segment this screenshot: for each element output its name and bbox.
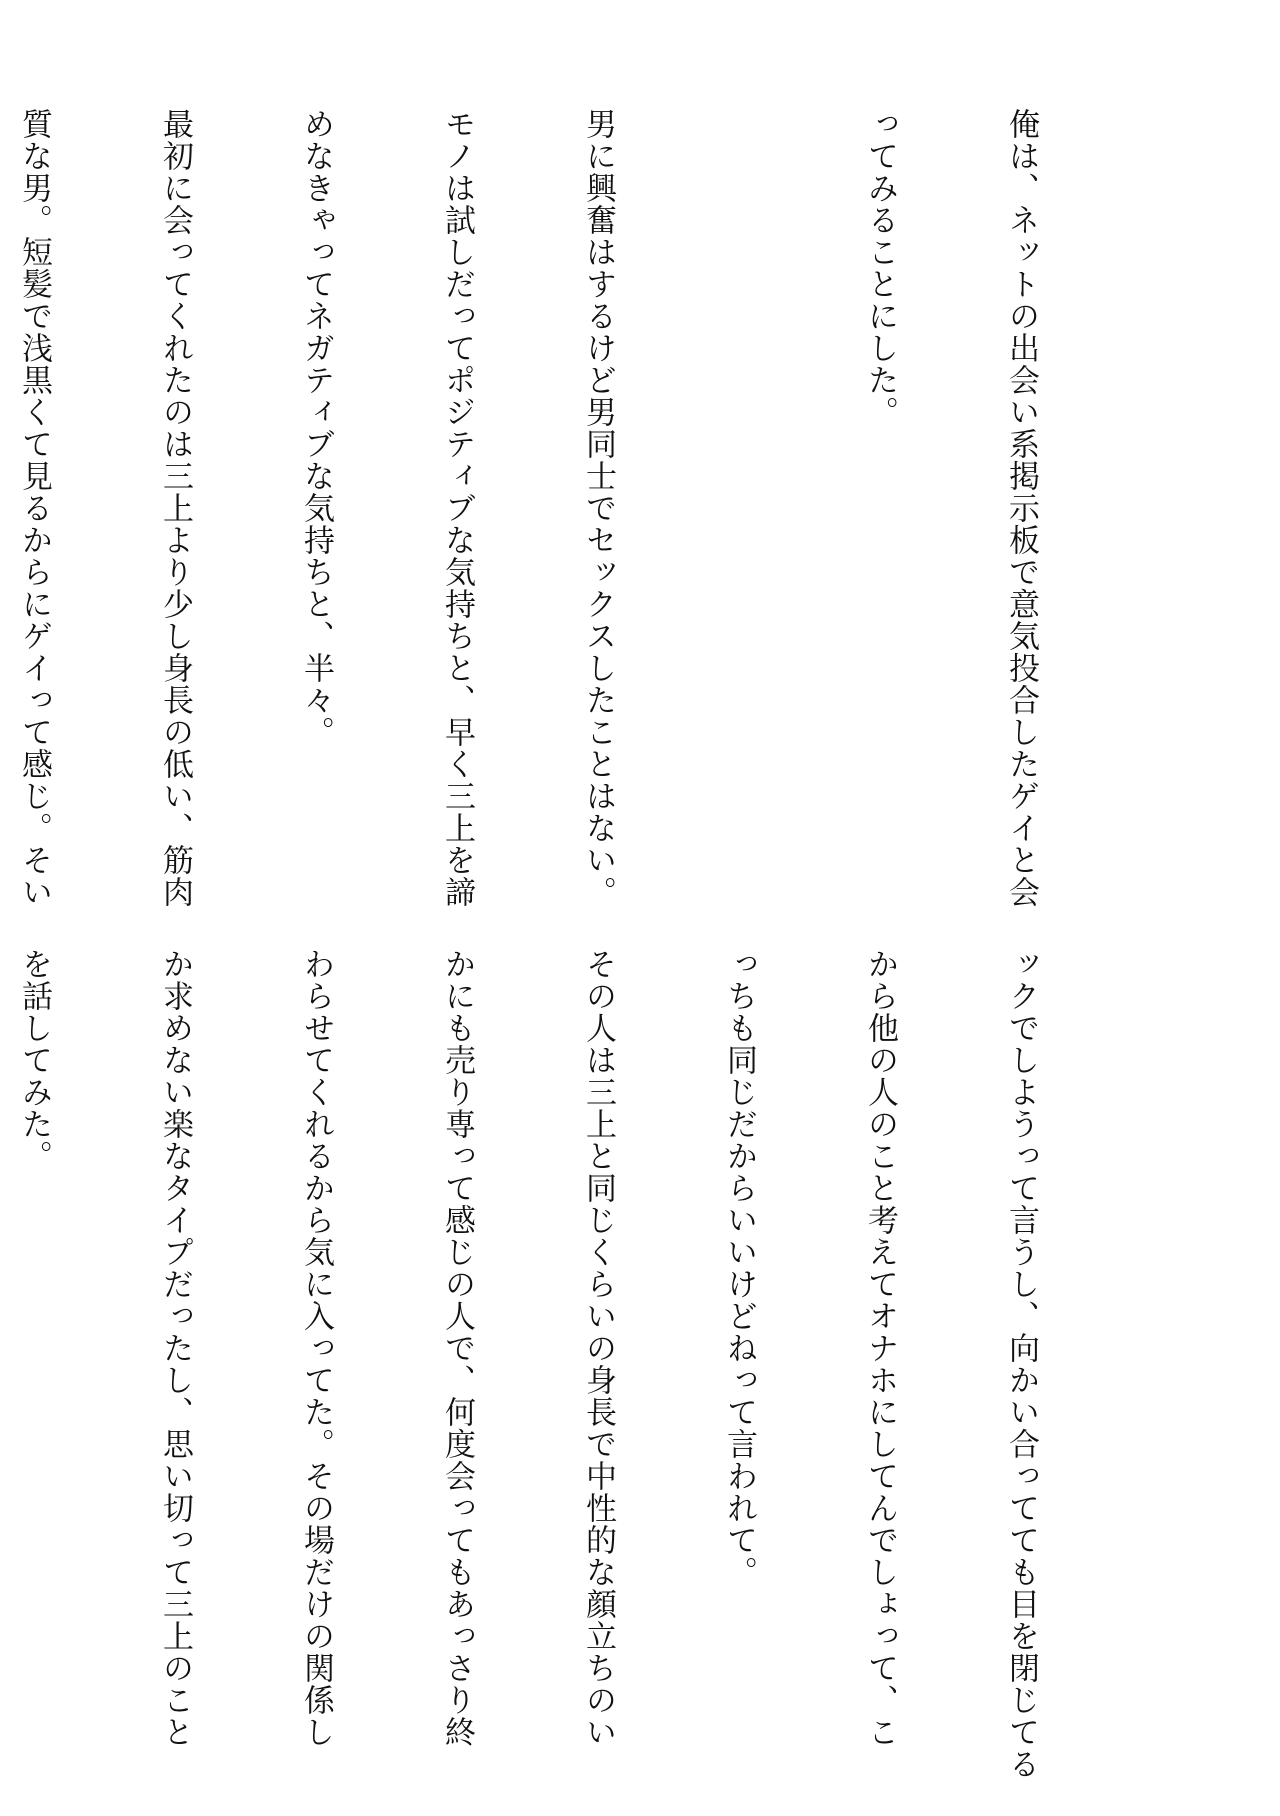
text-line: から他の人のこと考えてオナホにしてんでしょって、こ [862,948,898,1748]
text-line: かにも売り専って感じの人で、何度会ってもあっさり終 [439,948,475,1748]
text-line: を話してみた。 [16,948,52,1172]
text-line: その人は三上と同じくらいの身長で中性的な顔立ちのい [580,948,616,1748]
text-line: 質な男。短髪で浅黒くて見るからにゲイって感じ。そい [16,108,52,908]
text-line: 俺は、ネットの出会い系掲示板で意気投合したゲイと会 [1003,108,1039,908]
text-line: 男に興奮はするけど男同士でセックスしたことはない。 [580,108,616,908]
text-line: モノは試しだってポジティブな気持ちと、早く三上を諦 [439,108,475,908]
text-line: わらせてくれるから気に入ってた。その場だけの関係し [298,948,334,1748]
text-line: ってみることにした。 [862,108,898,428]
text-line: めなきゃってネガティブな気持ちと、半々。 [298,108,334,748]
text-line: ックでしようって言うし、向かい合ってても目を閉じてる [1003,948,1039,1780]
text-line: っちも同じだからいいけどねって言われて。 [721,948,757,1588]
text-line: か求めない楽なタイプだったし、思い切って三上のこと [157,948,193,1748]
bottom-text-block [0,948,1138,1780]
paragraph-gap [715,108,762,868]
text-line: 最初に会ってくれたのは三上より少し身長の低い、筋肉 [157,108,193,908]
top-text-block [0,108,1138,908]
